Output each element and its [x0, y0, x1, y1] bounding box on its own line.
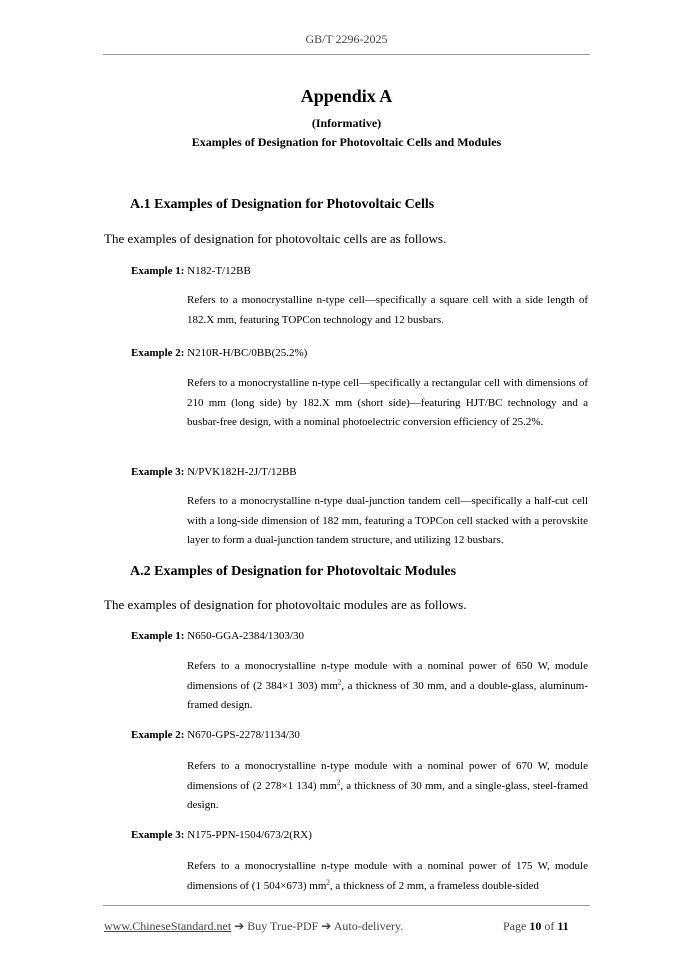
example-description [187, 657, 588, 716]
example-code: N670-GPS-2278/1134/30 [187, 729, 300, 741]
example-code: N182-T/12BB [187, 265, 251, 277]
example-code: N210R-H/BC/0BB(25.2%) [187, 347, 308, 359]
buy-text: Buy True-PDF [247, 919, 319, 933]
example-description [187, 857, 588, 896]
example-label: Example 3: [131, 829, 185, 841]
superscript: 2 [336, 777, 341, 786]
example-label: Example 3: [131, 466, 185, 478]
delivery-text: Auto-delivery. [333, 919, 404, 933]
arrow-icon: ➔ [321, 919, 332, 933]
arrow-icon: ➔ [234, 919, 245, 933]
page-total: 11 [557, 919, 569, 933]
section-heading-a1: A.1 Examples of Designation for Photovoltaic Cells [130, 197, 435, 212]
page-current: 10 [529, 919, 542, 933]
description-text: Refers to a monocrystalline n-type module with a nominal power of 650 W, module dimensions of (2 384×1 303) mm [187, 660, 588, 692]
superscript: 2 [337, 677, 342, 686]
example-line [131, 729, 300, 741]
description-text: , a thickness of 30 mm, and a double-glass, aluminum-framed design. [187, 679, 589, 711]
example-label: Example 2: [131, 347, 185, 359]
superscript: 2 [326, 877, 330, 886]
appendix-title: Appendix A [300, 86, 393, 106]
example-code: N175-PPN-1504/673/2(RX) [187, 829, 312, 841]
example-code: N650-GGA-2384/1303/30 [187, 630, 304, 642]
footer-divider [103, 905, 590, 906]
example-description: Refers to a monocrystalline n-type dual-junction tandem cell—specifically a half-cut cell with a long-side dimension of 182 mm, featuring a TOPCon cell stacked with a perovskite layer to form a dual-junction tandem structure, and utilizing 12 busbars. [187, 495, 588, 546]
page-word: Page [503, 919, 527, 933]
example-line [131, 630, 304, 642]
page-number [503, 919, 569, 934]
example-label: Example 2: [131, 729, 185, 741]
page-header: GB/T 2296-2025 [305, 32, 388, 46]
example-line [131, 466, 297, 478]
example-code: N/PVK182H-2J/T/12BB [187, 466, 297, 478]
description-text: , a thickness of 30 mm, and a single-glass, steel-framed design. [187, 779, 588, 811]
example-label: Example 1: [131, 630, 185, 642]
example-line [131, 265, 251, 277]
appendix-subtitle: Examples of Designation for Photovoltaic Cells and Modules [191, 135, 502, 149]
example-line [131, 347, 307, 359]
example-line [131, 829, 312, 841]
section-heading-a2: A.2 Examples of Designation for Photovoltaic Modules [130, 564, 457, 579]
of-word: of [544, 919, 555, 933]
footer-links [104, 919, 403, 934]
section-intro-a2: The examples of designation for photovoltaic modules are as follows. [104, 597, 467, 612]
description-text: Refers to a monocrystalline n-type module with a nominal power of 175 W, module dimensions of (1 504×673) mm [187, 860, 588, 892]
appendix-nature: (Informative) [311, 116, 382, 130]
example-description [187, 757, 588, 816]
description-text: , a thickness of 2 mm, a frameless double-sided [329, 879, 539, 892]
site-link[interactable]: www.ChineseStandard.net [104, 919, 232, 933]
example-description: Refers to a monocrystalline n-type cell—specifically a square cell with a side length of 182.X mm, featuring TOPCon technology and 12 busbars. [187, 294, 588, 326]
section-intro-a1: The examples of designation for photovoltaic cells are as follows. [104, 231, 447, 246]
example-description: Refers to a monocrystalline n-type cell—specifically a rectangular cell with dimensions of 210 mm (long side) by 182.X mm (short side)—featuring HJT/BC technology and a busbar-free design, with a nominal photoelectric conversion efficiency of 25.2%. [187, 377, 588, 428]
example-label: Example 1: [131, 265, 185, 277]
header-divider [103, 54, 590, 55]
description-text: Refers to a monocrystalline n-type module with a nominal power of 670 W, module dimensions of (2 278×1 134) mm [187, 760, 588, 792]
